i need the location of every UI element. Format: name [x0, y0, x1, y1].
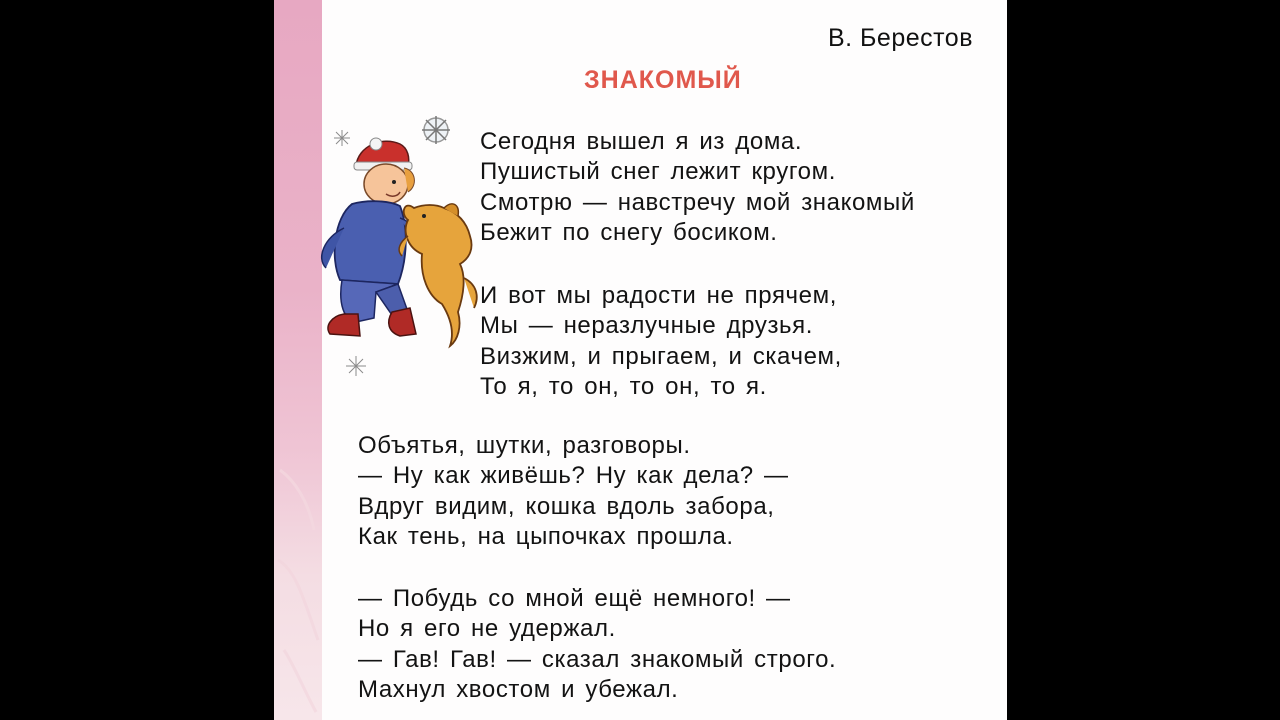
poem-line: Смотрю — навстречу мой знакомый [480, 188, 915, 216]
poem-line: Но я его не удержал. [358, 615, 616, 643]
book-page [274, 0, 1007, 720]
author-name: В. Берестов [827, 24, 973, 52]
poem-line: Сегодня вышел я из дома. [480, 128, 803, 155]
stanza-3 [358, 431, 789, 552]
snowflake-icon [334, 130, 350, 146]
poem-line: И вот мы радости не прячем, [480, 282, 837, 309]
poem-line: — Побудь со мной ещё немного! — [358, 585, 791, 612]
boy-with-dog-illustration [304, 108, 484, 388]
snowflake-icon [422, 116, 450, 144]
stanza-4 [358, 584, 836, 705]
poem-line: Визжим, и прыгаем, и скачем, [480, 342, 842, 370]
poem-line: Мы — неразлучные друзья. [480, 312, 814, 340]
snowflake-icon [346, 356, 366, 376]
stanza-2 [480, 281, 842, 402]
poem-line: — Гав! Гав! — сказал знакомый строго. [358, 645, 837, 673]
poem-title: ЗНАКОМЫЙ [584, 66, 742, 94]
poem-line: Вдруг видим, кошка вдоль забора, [358, 492, 775, 520]
stanza-1 [480, 127, 915, 248]
poem-line: Пушистый снег лежит кругом. [480, 158, 836, 186]
poem-line: Объятья, шутки, разговоры. [358, 432, 691, 459]
poem-line: Бежит по снегу босиком. [480, 218, 778, 246]
poem-line: — Ну как живёшь? Ну как дела? — [358, 462, 789, 490]
poem-line: То я, то он, то он, то я. [480, 372, 767, 400]
poem-line: Как тень, на цыпочках прошла. [358, 522, 734, 550]
poem-line: Махнул хвостом и убежал. [358, 675, 679, 703]
